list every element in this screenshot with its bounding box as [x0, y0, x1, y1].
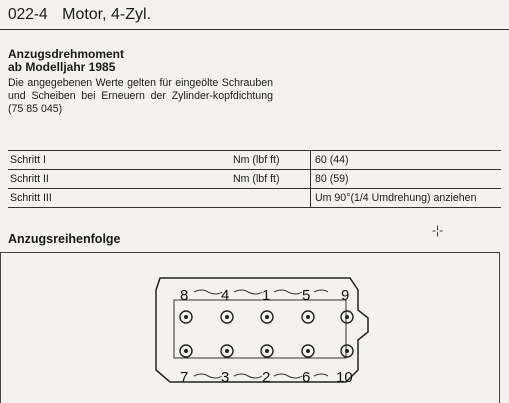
- bolt: [302, 311, 314, 323]
- bolt: [180, 311, 192, 323]
- torque-table: [8, 150, 501, 208]
- sequence-number: 8: [180, 287, 189, 304]
- page-code: 022-4: [8, 6, 48, 23]
- column-divider: [310, 170, 311, 188]
- sequence-number: 5: [302, 287, 311, 304]
- sequence-number: 1: [262, 287, 271, 304]
- column-divider: [310, 189, 311, 207]
- unit-label: Nm (lbf ft): [233, 154, 280, 166]
- sequence-heading: Anzugsreihenfolge: [8, 232, 121, 246]
- bolt: [341, 345, 353, 357]
- torque-value: 80 (59): [315, 173, 349, 185]
- table-row: [8, 150, 501, 170]
- sequence-number: 7: [180, 369, 189, 386]
- bolt: [261, 345, 273, 357]
- section-description: Die angegebenen Werte gelten für eingeölte Schrauben und Scheiben bei Erneuern der Zylinder-kopfdichtung (75 85 045): [8, 77, 273, 115]
- sequence-number: 6: [302, 369, 311, 386]
- torque-value: 60 (44): [315, 154, 349, 166]
- column-divider: [310, 151, 311, 169]
- sequence-number: 4: [221, 287, 230, 304]
- step-label: Schritt I: [10, 154, 46, 166]
- sequence-number: 10: [336, 369, 353, 386]
- bolt: [341, 311, 353, 323]
- table-row: [8, 170, 501, 189]
- bolt: [221, 311, 233, 323]
- sequence-number: 9: [341, 287, 350, 304]
- head-inner-outline: [174, 300, 346, 358]
- bolt: [180, 345, 192, 357]
- cylinder-head-diagram: [150, 270, 390, 390]
- step-label: Schritt II: [10, 173, 49, 185]
- table-row: [8, 189, 501, 208]
- section-heading-line1: Anzugsdrehmoment: [8, 47, 125, 61]
- section-heading-line2: ab Modelljahr 1985: [8, 60, 116, 74]
- unit-label: Nm (lbf ft): [233, 173, 280, 185]
- header-rule: [0, 29, 509, 30]
- bolt: [261, 311, 273, 323]
- step-label: Schritt III: [10, 192, 52, 204]
- sequence-number: 2: [262, 369, 271, 386]
- bolt: [221, 345, 233, 357]
- section-heading: [8, 48, 124, 74]
- crosshair-icon: -¦-: [432, 223, 444, 237]
- sequence-number: 3: [221, 369, 230, 386]
- page-title: Motor, 4-Zyl.: [62, 6, 152, 23]
- bolt: [302, 345, 314, 357]
- page-header: [8, 6, 151, 24]
- torque-value: Um 90°(1/4 Umdrehung) anziehen: [315, 192, 477, 204]
